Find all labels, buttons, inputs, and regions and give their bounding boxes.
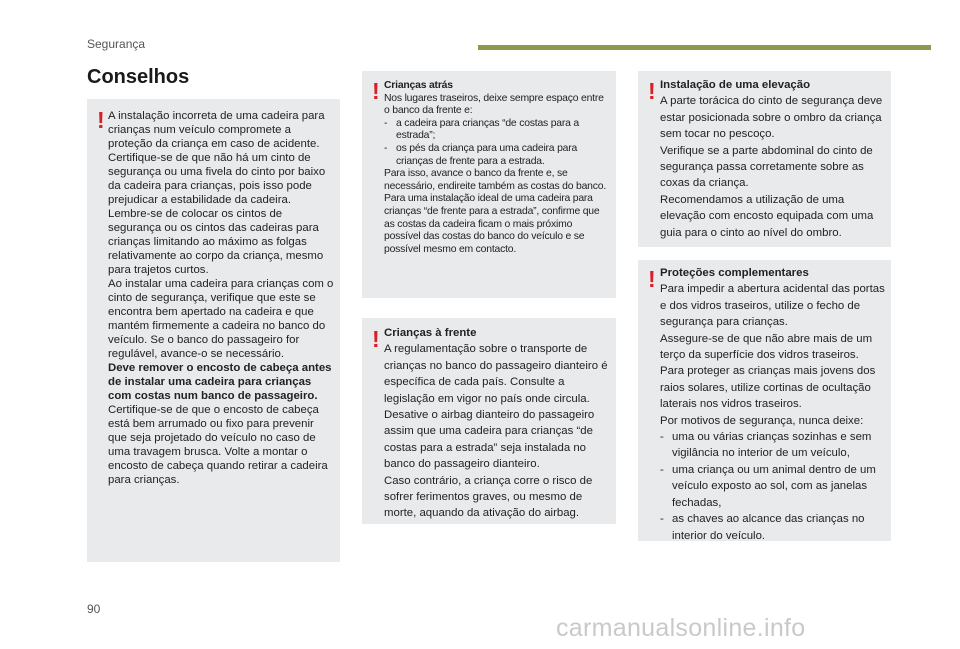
list-item: - a cadeira para crianças “de costas para a estrada”;	[384, 117, 579, 142]
warning-box-children-rear	[362, 71, 616, 298]
box-text	[660, 265, 889, 544]
warning-box-children-front	[362, 318, 616, 524]
section-label: Segurança	[87, 37, 146, 51]
list-item: - uma criança ou um animal dentro de um veículo exposto ao sol, com as janelas fechadas,	[660, 463, 876, 509]
paragraph: Assegure-se de que não abre mais de um terço da superfície dos vidros traseiros.	[660, 332, 873, 362]
list-item: - os pés da criança para uma cadeira para crianças de frente para a estrada.	[384, 142, 578, 167]
paragraph: Certifique-se de que não há um cinto de segurança ou uma fivela do cinto por baixo da cadeira para crianças, pois isso pode prejudicar a estabilidade da cadeira.	[108, 152, 326, 206]
box-text	[384, 80, 610, 256]
paragraph: Recomendamos a utilização de uma elevação com encosto equipada com uma guia para o cinto ao nível do ombro.	[660, 193, 874, 239]
warning-icon: !	[648, 266, 656, 292]
box-heading: Crianças à frente	[384, 327, 477, 339]
warning-box-extra-protection	[638, 260, 891, 541]
warning-icon: !	[372, 78, 380, 104]
warning-box-installation	[87, 99, 340, 562]
paragraph: Caso contrário, a criança corre o risco de sofrer ferimentos graves, ou mesmo de morte, aquando da ativação do airbag.	[384, 474, 593, 520]
paragraph-bold: Deve remover o encosto de cabeça antes de instalar uma cadeira para crianças com costas num banco de passageiro.	[108, 362, 332, 402]
warning-box-booster	[638, 71, 891, 247]
paragraph: Verifique se a parte abdominal do cinto de segurança passa corretamente sobre as coxas da criança.	[660, 144, 873, 190]
paragraph: Para isso, avance o banco da frente e, se necessário, endireite também as costas do banco.	[384, 168, 607, 192]
warning-icon: !	[372, 326, 380, 352]
watermark: carmanualsonline.info	[556, 614, 806, 642]
box-heading: Crianças atrás	[384, 80, 453, 91]
page-title: Conselhos	[87, 66, 190, 88]
paragraph: Ao instalar uma cadeira para crianças com o cinto de segurança, verifique que este se encontra bem apertado na cadeira e que mantém firmemente a cadeira no banco do veículo. Se o banco do passageiro for regulável, avance-o se necessário.	[108, 278, 334, 360]
box-heading: Proteções complementares	[660, 267, 809, 279]
warning-icon: !	[648, 78, 656, 104]
paragraph: A instalação incorreta de uma cadeira para crianças num veículo compromete a proteção da criança em caso de acidente.	[108, 110, 325, 150]
box-text	[660, 77, 889, 241]
box-heading: Instalação de uma elevação	[660, 79, 811, 91]
list-item: - as chaves ao alcance das crianças no interior do veículo.	[660, 513, 865, 542]
paragraph: Por motivos de segurança, nunca deixe:	[660, 414, 864, 427]
header-accent-bar	[478, 45, 931, 50]
paragraph: Nos lugares traseiros, deixe sempre espaço entre o banco da frente e:	[384, 92, 604, 117]
paragraph: Desative o airbag dianteiro do passageiro assim que uma cadeira para crianças “de costas para a estrada” seja instalada no banco do passageiro dianteiro.	[384, 409, 595, 471]
list-item: - uma ou várias crianças sozinhas e sem vigilância no interior de um veículo,	[660, 431, 872, 460]
box-text	[384, 325, 612, 522]
paragraph: Certifique-se de que o encosto de cabeça está bem arrumado ou fixo para prevenir que seja projetado do veículo no caso de uma travagem brusca. Volte a montar o encosto de cabeça quando retirar a cadeira para crianças.	[108, 404, 328, 486]
paragraph: Para uma instalação ideal de uma cadeira para crianças “de frente para a estrada”, confirme que as costas da cadeira ficam o mais próximo possível das costas do banco do veículo e se possível mesmo em contacto.	[384, 193, 600, 255]
paragraph: Para impedir a abertura acidental das portas e dos vidros traseiros, utilize o fecho de segurança para crianças.	[660, 283, 885, 329]
page-number: 90	[87, 602, 101, 616]
warning-icon: !	[97, 107, 105, 133]
paragraph: Para proteger as crianças mais jovens dos raios solares, utilize cortinas de ocultação laterais nos vidros traseiros.	[660, 365, 876, 411]
box-text	[108, 109, 334, 487]
paragraph: Lembre-se de colocar os cintos de segurança ou os cintos das cadeiras para crianças limitando ao máximo as folgas relativamente ao corpo da criança, mesmo para trajetos curtos.	[108, 208, 324, 276]
paragraph: A regulamentação sobre o transporte de crianças no banco do passageiro dianteiro é específica de cada país. Consulte a legislação em vigor no país onde circula.	[384, 343, 608, 405]
paragraph: A parte torácica do cinto de segurança deve estar posicionada sobre o ombro da criança sem tocar no pescoço.	[660, 95, 883, 141]
